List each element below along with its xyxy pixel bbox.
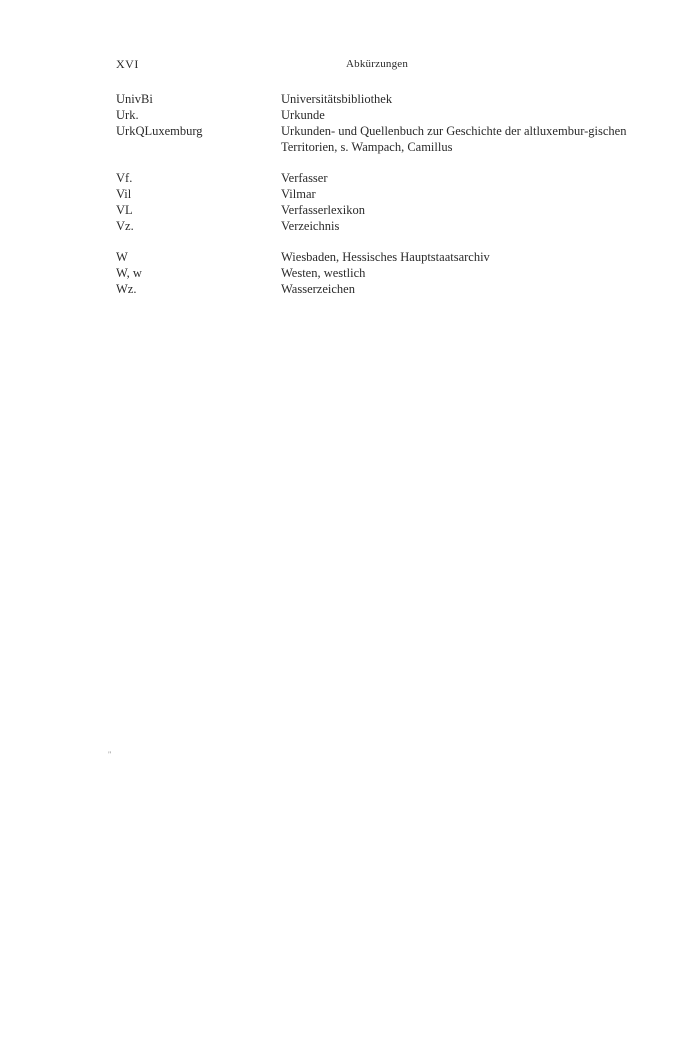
running-title: Abkürzungen: [346, 58, 409, 70]
abbreviation-term: Urk.: [116, 108, 139, 122]
abbreviation-entry: [116, 91, 656, 107]
page-number: XVI: [116, 57, 139, 71]
abbreviation-entry: [116, 281, 656, 297]
abbreviation-expansion: Verfasserlexikon: [281, 203, 365, 217]
abbreviation-entry: [116, 186, 656, 202]
abbreviation-term: VL: [116, 203, 133, 217]
abbreviation-expansion: Wiesbaden, Hessisches Hauptstaatsarchiv: [281, 250, 490, 264]
abbreviation-entry: [116, 123, 656, 155]
abbreviation-term: W: [116, 250, 128, 264]
abbreviation-entry: [116, 202, 656, 218]
abbreviation-expansion: Westen, westlich: [281, 266, 366, 280]
abbreviation-entry: [116, 170, 656, 186]
abbreviation-term: W, w: [116, 266, 142, 280]
abbreviation-term: UrkQLuxemburg: [116, 124, 203, 138]
abbreviation-group-w: [116, 249, 656, 297]
stray-mark: ": [108, 750, 112, 759]
abbreviation-entry: [116, 249, 656, 265]
abbreviation-term: Wz.: [116, 282, 137, 296]
abbreviation-expansion: Universitätsbibliothek: [281, 92, 393, 106]
abbreviation-expansion: Urkunde: [281, 108, 325, 122]
abbreviation-expansion: Wasserzeichen: [281, 282, 355, 296]
abbreviation-term: Vz.: [116, 219, 134, 233]
abbreviation-term: Vf.: [116, 171, 133, 185]
abbreviation-term: Vil: [116, 187, 132, 201]
abbreviation-entry: [116, 265, 656, 281]
abbreviation-term: UnivBi: [116, 92, 153, 106]
abbreviation-expansion: Urkunden- und Quellenbuch zur Geschichte der altluxembur-gischen Territorien, s. Wampach, Camillus: [281, 124, 627, 154]
abbreviation-list: [116, 91, 656, 312]
abbreviation-expansion: Verfasser: [281, 171, 328, 185]
abbreviation-expansion: Vilmar: [281, 187, 316, 201]
abbreviation-expansion: Verzeichnis: [281, 219, 340, 233]
abbreviation-entry: [116, 218, 656, 234]
abbreviation-entry: [116, 107, 656, 123]
abbreviation-group-u: [116, 91, 656, 155]
abbreviation-group-v: [116, 170, 656, 234]
